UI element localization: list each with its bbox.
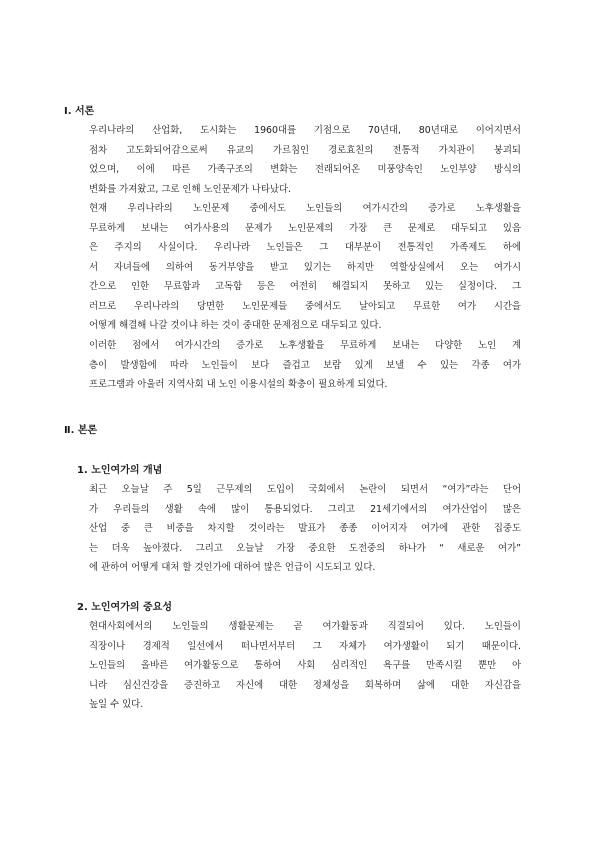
text-line: 서 자녀들에 의하여 동거부양을 받고 있기는 하지만 역할상실에서 오는 여가시 <box>89 261 521 273</box>
intro-paragraph-3 <box>89 336 521 395</box>
text-line: 니라 심신건강을 증진하고 자신에 대한 정체성을 회복하며 삶에 대한 자신감을 <box>89 679 521 691</box>
text-line: 높일 수 있다. <box>89 699 144 710</box>
text-line: 에 관하여 어떻게 대처 할 것인가에 대하여 많은 언급이 시도되고 있다. <box>89 562 376 573</box>
text-line: 무료하게 보내는 여가사용의 문제가 노인문제의 가장 큰 문제로 대두되고 있음 <box>89 222 521 234</box>
text-line: 어떻게 해결해 나갈 것이냐 하는 것이 중대한 문제점으로 대두되고 있다. <box>89 320 382 331</box>
text-line: 변화를 가져왔고, 그로 인해 노인문제가 나타났다. <box>89 183 291 195</box>
text-line: 가 우리들의 생활 속에 많이 통용되었다. 그리고 21세기에서의 여가산업이 많은 <box>89 503 521 515</box>
text-line: 는 더욱 높아졌다. 그리고 오늘날 가장 중요한 도전중의 하나가 “ 새로운 여가” <box>89 542 521 554</box>
text-line: 층이 발생함에 따라 노인들이 보다 즐겁고 보람 있게 보낼 수 있는 각종 여가 <box>89 359 521 371</box>
text-line: 점차 고도화되어감으로써 유교의 가르침인 경로효친의 전통적 가치관이 붕괴되 <box>89 144 521 156</box>
text-line: 산업 중 큰 비중을 차지할 것이라는 발표가 종종 이어지자 여가에 관한 집중도 <box>89 523 521 534</box>
section-title-body: Ⅱ. 본론 <box>64 425 98 436</box>
text-line: 우리나라의 산업화, 도시화는 1960대를 기점으로 70년대, 80년대로 이어지면서 <box>89 125 521 136</box>
concept-paragraph <box>89 480 521 578</box>
text-line: 현재 우리나라의 노인문제 중에서도 노인들의 여가시간의 증가로 노후생활을 <box>89 203 521 214</box>
importance-paragraph <box>89 617 521 715</box>
subsection-title-importance: 2. 노인여가의 중요성 <box>77 602 172 613</box>
text-line: 은 주지의 사실이다. 우리나라 노인들은 그 대부분이 전통적인 가족제도 하에 <box>89 242 521 253</box>
text-line: 러므로 우리나라의 당면한 노인문제들 중에서도 날아되고 무료한 여가 시간을 <box>89 300 521 312</box>
text-line: 이러한 점에서 여가시간의 증가로 노후생활을 무료하게 보내는 다양한 노인 계 <box>89 340 521 351</box>
text-line: 최근 오늘날 주 5일 근무제의 도입이 국회에서 논란이 되면서 “여가”라는 단어 <box>89 484 521 495</box>
text-line: 직장이나 경제적 일선에서 떠나면서부터 그 자체가 여가생활이 되기 때문이다. <box>89 640 521 652</box>
subsection-title-concept: 1. 노인여가의 개념 <box>77 465 163 476</box>
intro-paragraph-1 <box>89 121 521 199</box>
text-line: 간으로 인한 무료함과 고독함 등은 여전히 해결되지 못하고 있는 실정이다. 그 <box>89 281 521 292</box>
intro-paragraph-2 <box>89 199 521 336</box>
text-line: 노인들의 올바른 여가활동으로 통하여 사회 심리적인 욕구를 만족시킬 뿐만 아 <box>89 660 521 671</box>
text-line: 었으며, 이에 따른 가족구조의 변화는 전래되어온 미풍양속인 노인부양 방식의 <box>89 164 521 175</box>
text-line: 현대사회에서의 노인들의 생활문제는 곧 여가활동과 직결되어 있다. 노인들이 <box>89 621 521 632</box>
section-title-intro: Ⅰ. 서론 <box>64 106 95 117</box>
text-line: 프로그램과 아울러 지역사회 내 노인 이용시설의 확충이 필요하게 되었다. <box>89 379 388 390</box>
